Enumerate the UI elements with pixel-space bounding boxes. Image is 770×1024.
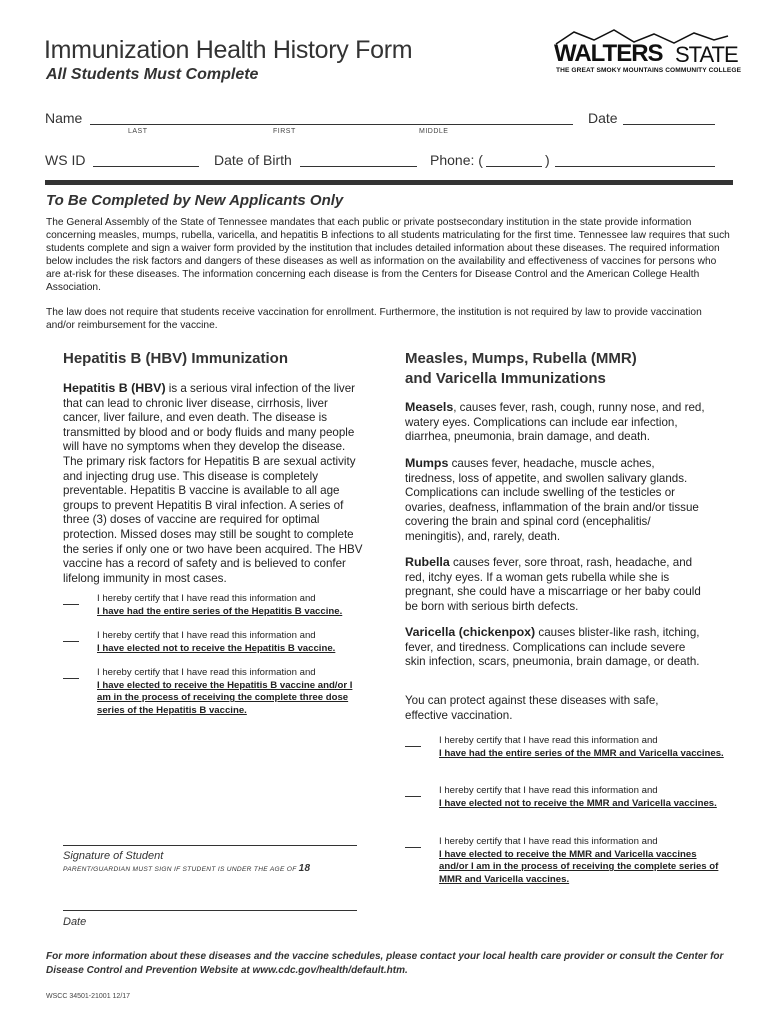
footer-note: For more information about these diseases and the vaccine schedules, please contact your local health care provider or consult the Center for Disease Control and Prevention Website at www.cdc.gov/health/default.htm. — [46, 951, 724, 976]
signature-age: 18 — [298, 863, 311, 874]
mmr-option-1 — [439, 735, 724, 760]
section-divider — [45, 180, 733, 185]
hepb-checkbox-1[interactable] — [63, 604, 79, 605]
date-label: Date — [588, 110, 618, 126]
certify-text: I hereby certify that I have read this information and — [97, 667, 316, 678]
certify-text: I hereby certify that I have read this information and — [439, 836, 658, 847]
phone-number-field[interactable] — [555, 166, 715, 167]
mmr-heading-line-1: Measles, Mumps, Rubella (MMR) — [405, 350, 637, 367]
option-text: I have had the entire series of the Hepatitis B vaccine. — [97, 605, 343, 617]
protect-paragraph: You can protect against these diseases with safe, effective vaccination. — [405, 694, 659, 722]
mumps-paragraph — [405, 456, 705, 545]
hepb-checkbox-3[interactable] — [63, 678, 79, 679]
phone-label: Phone: ( — [430, 152, 483, 168]
option-text: I have had the entire series of the MMR and Varicella vaccines. — [439, 747, 724, 759]
section-heading: To Be Completed by New Applicants Only — [46, 192, 344, 209]
intro-paragraph-2: The law does not require that students receive vaccination for enrollment. Furthermore, the institution is not required by law to provide vaccination and/or reimbursement for the vaccine. — [46, 307, 702, 331]
logo-name: WALTERS — [554, 40, 663, 67]
middle-sublabel: MIDDLE — [419, 128, 449, 135]
name-label: Name — [45, 110, 83, 126]
dob-label: Date of Birth — [214, 152, 292, 168]
disease-term: Mumps — [405, 456, 449, 470]
date-field[interactable] — [623, 124, 715, 125]
hepb-option-1 — [97, 593, 369, 618]
disease-text: causes blister-like rash, itching, fever, and tiredness. Complications can include severe skin infection, scars, pneumonia, brain damage, or death. — [405, 626, 700, 669]
rubella-paragraph — [405, 555, 705, 614]
mmr-heading-line-2: and Varicella Immunizations — [405, 370, 606, 387]
disease-term: Rubella — [405, 555, 450, 569]
signature-label: Signature of Student — [63, 850, 164, 862]
hepb-checkbox-2[interactable] — [63, 641, 79, 642]
form-code: WSCC 34501-21001 12/17 — [46, 993, 131, 1000]
disease-term: Measels — [405, 400, 454, 414]
option-text: I have elected to receive the Hepatitis B vaccine and/or I am in the process of receiving the complete three dose series of the Hepatitis B vaccine. — [97, 679, 353, 716]
form-title: Immunization Health History Form — [44, 36, 413, 64]
signature-note — [63, 863, 310, 874]
college-logo — [554, 34, 742, 78]
hepb-option-2 — [97, 630, 369, 655]
hepb-description — [63, 381, 367, 586]
first-sublabel: FIRST — [273, 128, 296, 135]
mmr-checkbox-3[interactable] — [405, 847, 421, 848]
hepb-option-3 — [97, 667, 359, 717]
dob-field[interactable] — [300, 166, 417, 167]
logo-tagline: THE GREAT SMOKY MOUNTAINS COMMUNITY COLLEGE — [556, 67, 742, 74]
certify-text: I hereby certify that I have read this information and — [439, 735, 658, 746]
mmr-option-2 — [439, 785, 724, 810]
disease-text: causes fever, sore throat, rash, headache, and red, itchy eyes. If a woman gets rubella while she is pregnant, she could have a miscarriage or her baby could be born with serious birth defects. — [405, 556, 701, 613]
mmr-heading — [405, 349, 637, 389]
wsid-field[interactable] — [93, 166, 199, 167]
wsid-label: WS ID — [45, 152, 86, 168]
certify-text: I hereby certify that I have read this information and — [97, 630, 316, 641]
option-text: I have elected to receive the MMR and Varicella vaccines and/or I am in the process of receiving the complete series of MMR and Varicella vaccines. — [439, 848, 719, 885]
disease-term: Varicella (chickenpox) — [405, 625, 536, 639]
hepb-term: Hepatitis B (HBV) — [63, 381, 166, 395]
signature-note-text: PARENT/GUARDIAN MUST SIGN IF STUDENT IS UNDER THE AGE OF — [63, 866, 297, 873]
disease-text: , causes fever, rash, cough, runny nose, and red, watery eyes. Complications can include ear infection, diarrhea, pneumonia, brain damage, and death. — [405, 401, 705, 444]
option-text: I have elected not to receive the Hepatitis B vaccine. — [97, 642, 336, 654]
phone-close: ) — [545, 152, 550, 168]
name-field[interactable] — [90, 124, 573, 125]
mmr-checkbox-2[interactable] — [405, 796, 421, 797]
logo-state: STATE — [675, 42, 738, 67]
mmr-option-3 — [439, 836, 724, 886]
intro-paragraph-1: The General Assembly of the State of Tennessee mandates that each public or private postsecondary institution in the state provide information concerning measles, mumps, rubella, varicella, and hepatitis B infections to all students matriculating for the first time. Tennessee law requires that such students complete and sign a waiver form provided by the institution that includes detailed information about these diseases. The required information below includes the risk factors and dangers of these diseases as well as information on the availability and effectiveness of vaccines for persons who are at-risk for these diseases. The information concerning each disease is from the Centers for Disease Control and the American College Health Association. — [46, 217, 730, 293]
certify-text: I hereby certify that I have read this information and — [97, 593, 316, 604]
varicella-paragraph — [405, 625, 705, 670]
signature-field[interactable] — [63, 845, 357, 846]
disease-text: causes fever, headache, muscle aches, tiredness, loss of appetite, and swollen salivary glands. Complications can include swelling of the testicles or ovaries, deafness, inflammation of the brain and/or tissue covering the brain and spinal cord (encephalitis/ meningitis), and, rarely, death. — [405, 457, 699, 543]
signature-date-field[interactable] — [63, 910, 357, 911]
phone-area-field[interactable] — [486, 166, 542, 167]
certify-text: I hereby certify that I have read this information and — [439, 785, 658, 796]
hepb-heading: Hepatitis B (HBV) Immunization — [63, 350, 289, 367]
hepb-text: is a serious viral infection of the liver that can lead to chronic liver disease, cirrhosis, liver cancer, liver failure, and even death. The disease is transmitted by blood and or body fluids and many people will have no symptoms when they develop the disease. The primary risk factors for Hepatitis B are sexual activity and injecting drug use. This disease is completely preventable. Hepatitis B vaccine is available to all age groups to prevent Hepatitis B viral infection. A series of three (3) doses of vaccine are required for optimal protection. Missed doses may still be sought to complete the series if only one or two have been acquired. The HBV vaccine has a record of safety and is believed to confer lifelong immunity in most cases. — [63, 382, 363, 585]
form-subtitle: All Students Must Complete — [46, 66, 259, 83]
measles-paragraph — [405, 400, 705, 445]
mmr-checkbox-1[interactable] — [405, 746, 421, 747]
last-sublabel: LAST — [128, 128, 148, 135]
option-text: I have elected not to receive the MMR and Varicella vaccines. — [439, 797, 717, 809]
signature-date-label: Date — [63, 916, 87, 928]
